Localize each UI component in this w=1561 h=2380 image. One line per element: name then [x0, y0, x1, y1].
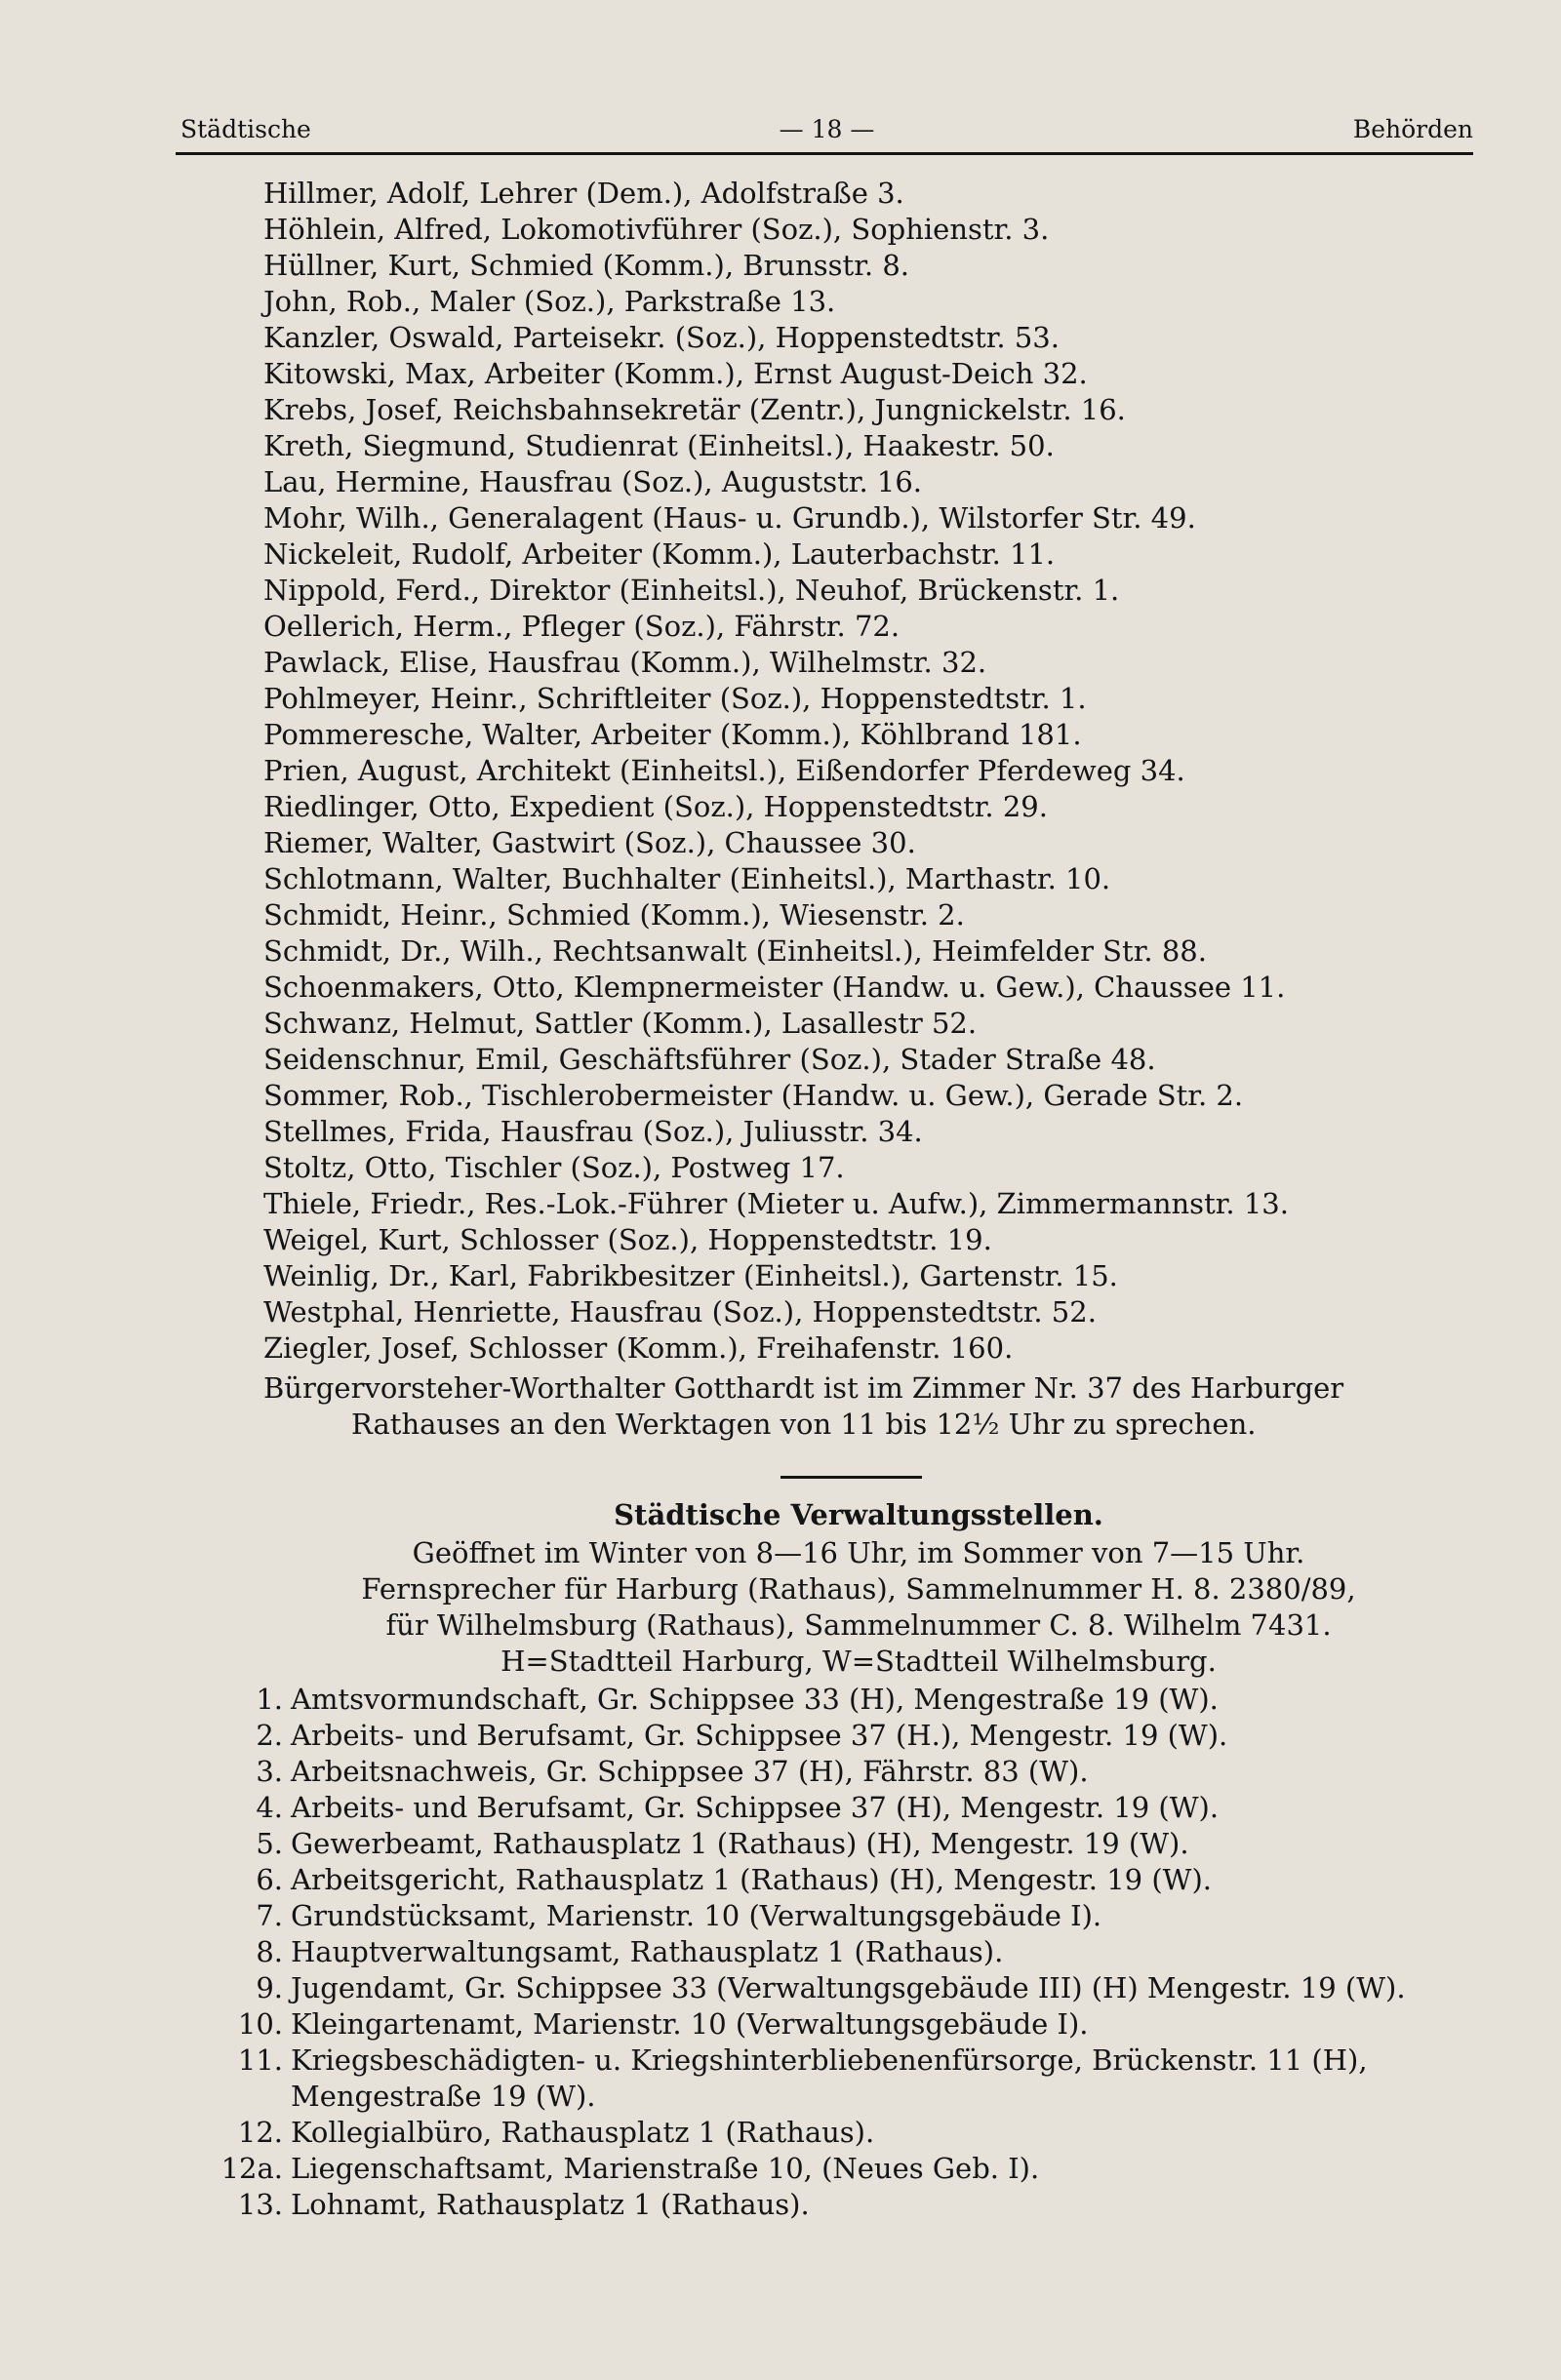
phone-line-1: Fernsprecher für Harburg (Rathaus), Sammelnummer H. 8. 2380/89,	[361, 1572, 1356, 1606]
office-number: 4.	[256, 1791, 283, 1824]
member-entry: Kitowski, Max, Arbeiter (Komm.), Ernst August-Deich 32.	[263, 357, 1088, 390]
office-item	[215, 2151, 1502, 2187]
member-entry: Schwanz, Helmut, Sattler (Komm.), Lasallestr 52.	[263, 1007, 978, 1040]
office-text: Arbeitsgericht, Rathausplatz 1 (Rathaus) (H), Mengestr. 19 (W).	[291, 1863, 1212, 1896]
office-number: 12.	[237, 2116, 283, 2149]
office-list	[215, 1682, 1502, 2223]
office-number: 13.	[237, 2188, 283, 2221]
phone-line-2: für Wilhelmsburg (Rathaus), Sammelnummer C. 8. Wilhelm 7431.	[385, 1608, 1332, 1642]
office-item	[215, 2006, 1502, 2043]
offices-section	[215, 1497, 1502, 2223]
office-number: 5.	[256, 1827, 283, 1860]
member-entry: Stellmes, Frida, Hausfrau (Soz.), Juliusstr. 34.	[263, 1115, 923, 1148]
member-entry: Thiele, Friedr., Res.-Lok.-Führer (Mieter u. Aufw.), Zimmermannstr. 13.	[263, 1187, 1289, 1220]
member-entry: Seidenschnur, Emil, Geschäftsführer (Soz.), Stader Straße 48.	[263, 1043, 1156, 1076]
member-entry: Sommer, Rob., Tischlerobermeister (Handw. u. Gew.), Gerade Str. 2.	[263, 1079, 1244, 1112]
office-number: 7.	[256, 1899, 283, 1932]
office-item	[215, 1754, 1502, 1790]
office-number: 11.	[237, 2043, 283, 2077]
member-entry: Schmidt, Dr., Wilh., Rechtsanwalt (Einheitsl.), Heimfelder Str. 88.	[263, 934, 1207, 968]
member-entry: Kreth, Siegmund, Studienrat (Einheitsl.), Haakestr. 50.	[263, 429, 1055, 462]
member-entry: Stoltz, Otto, Tischler (Soz.), Postweg 17.	[263, 1151, 845, 1184]
member-entry: Riemer, Walter, Gastwirt (Soz.), Chaussee 30.	[263, 826, 916, 859]
member-entry: Weigel, Kurt, Schlosser (Soz.), Hoppenstedtstr. 19.	[263, 1223, 992, 1256]
member-entry: Ziegler, Josef, Schlosser (Komm.), Freihafenstr. 160.	[263, 1331, 1014, 1365]
member-entry: John, Rob., Maler (Soz.), Parkstraße 13.	[263, 285, 836, 318]
office-item	[215, 2043, 1502, 2115]
member-entry: Pawlack, Elise, Hausfrau (Komm.), Wilhelmstr. 32.	[263, 646, 987, 679]
member-entry: Schoenmakers, Otto, Klempnermeister (Handw. u. Gew.), Chaussee 11.	[263, 971, 1286, 1004]
member-list	[263, 176, 1493, 1443]
member-entry: Schmidt, Heinr., Schmied (Komm.), Wiesenstr. 2.	[263, 898, 965, 932]
office-text: Liegenschaftsamt, Marienstraße 10, (Neues Geb. I).	[291, 2152, 1040, 2185]
office-item	[215, 2115, 1502, 2151]
note-line-2: Rathauses an den Werktagen von 11 bis 12½ Uhr zu sprechen.	[351, 1408, 1257, 1441]
header-rule	[176, 152, 1473, 155]
member-entry: Schlotmann, Walter, Buchhalter (Einheitsl.), Marthastr. 10.	[263, 862, 1111, 895]
office-item	[215, 1790, 1502, 1826]
member-entry: Pommeresche, Walter, Arbeiter (Komm.), Köhlbrand 181.	[263, 718, 1082, 751]
office-number: 9.	[256, 1971, 283, 2004]
member-entry: Riedlinger, Otto, Expedient (Soz.), Hoppenstedtstr. 29.	[263, 790, 1048, 823]
office-item	[215, 1970, 1502, 2006]
office-text: Kleingartenamt, Marienstr. 10 (Verwaltungsgebäude I).	[291, 2007, 1089, 2041]
member-entry: Weinlig, Dr., Karl, Fabrikbesitzer (Einheitsl.), Gartenstr. 15.	[263, 1259, 1118, 1292]
member-entry: Nippold, Ferd., Direktor (Einheitsl.), Neuhof, Brückenstr. 1.	[263, 574, 1120, 607]
header-right: Behörden	[1352, 115, 1473, 143]
section-title: Städtische Verwaltungsstellen.	[614, 1498, 1103, 1531]
page-number: — 18 —	[779, 115, 875, 143]
office-number: 6.	[256, 1863, 283, 1896]
section-divider	[780, 1476, 922, 1479]
office-text: Arbeits- und Berufsamt, Gr. Schippsee 37 (H), Mengestr. 19 (W).	[291, 1791, 1220, 1824]
office-text: Kollegialbüro, Rathausplatz 1 (Rathaus).	[291, 2116, 875, 2149]
district-legend: H=Stadtteil Harburg, W=Stadtteil Wilhelmsburg.	[500, 1645, 1217, 1678]
opening-hours: Geöffnet im Winter von 8—16 Uhr, im Sommer von 7—15 Uhr.	[412, 1536, 1305, 1569]
office-item	[215, 1682, 1502, 1718]
member-entry: Hillmer, Adolf, Lehrer (Dem.), Adolfstraße 3.	[263, 177, 904, 210]
office-text: Jugendamt, Gr. Schippsee 33 (Verwaltungsgebäude III) (H) Mengestr. 19 (W).	[291, 1971, 1406, 2004]
page-header	[180, 115, 1473, 154]
office-number: 10.	[237, 2007, 283, 2041]
member-entry: Krebs, Josef, Reichsbahnsekretär (Zentr.), Jungnickelstr. 16.	[263, 393, 1126, 426]
member-entry: Hüllner, Kurt, Schmied (Komm.), Brunsstr. 8.	[263, 249, 909, 282]
office-number: 3.	[256, 1755, 283, 1788]
office-number: 12a.	[220, 2152, 283, 2185]
office-text: Arbeits- und Berufsamt, Gr. Schippsee 37 (H.), Mengestr. 19 (W).	[291, 1719, 1228, 1752]
member-entry: Oellerich, Herm., Pfleger (Soz.), Fährstr. 72.	[263, 610, 901, 643]
office-number: 2.	[256, 1719, 283, 1752]
member-entry: Nickeleit, Rudolf, Arbeiter (Komm.), Lauterbachstr. 11.	[263, 537, 1056, 571]
office-text: Grundstücksamt, Marienstr. 10 (Verwaltungsgebäude I).	[291, 1899, 1102, 1932]
office-text: Arbeitsnachweis, Gr. Schippsee 37 (H), Fährstr. 83 (W).	[291, 1755, 1089, 1788]
office-item	[215, 1898, 1502, 1934]
office-text: Hauptverwaltungsamt, Rathausplatz 1 (Rathaus).	[291, 1935, 1004, 1968]
office-number: 8.	[256, 1935, 283, 1968]
member-entry: Pohlmeyer, Heinr., Schriftleiter (Soz.), Hoppenstedtstr. 1.	[263, 682, 1087, 715]
office-item	[215, 2187, 1502, 2223]
header-left: Städtische	[180, 115, 311, 143]
member-entry: Höhlein, Alfred, Lokomotivführer (Soz.), Sophienstr. 3.	[263, 213, 1050, 246]
office-number: 1.	[256, 1683, 283, 1716]
office-hours-note	[263, 1370, 1493, 1443]
office-item	[215, 1826, 1502, 1862]
office-item	[215, 1862, 1502, 1898]
note-line-1: Bürgervorsteher-Worthalter Gotthardt ist im Zimmer Nr. 37 des Harburger	[263, 1371, 1344, 1405]
member-entry: Lau, Hermine, Hausfrau (Soz.), Auguststr. 16.	[263, 465, 923, 498]
member-entry: Kanzler, Oswald, Parteisekr. (Soz.), Hoppenstedtstr. 53.	[263, 321, 1060, 354]
office-item	[215, 1718, 1502, 1754]
office-text: Kriegsbeschädigten- u. Kriegshinterbliebenenfürsorge, Brückenstr. 11 (H), Mengestraße 19 (W).	[291, 2043, 1368, 2113]
office-item	[215, 1934, 1502, 1970]
member-entry: Mohr, Wilh., Generalagent (Haus- u. Grundb.), Wilstorfer Str. 49.	[263, 501, 1196, 535]
member-entry: Westphal, Henriette, Hausfrau (Soz.), Hoppenstedtstr. 52.	[263, 1295, 1097, 1329]
office-text: Gewerbeamt, Rathausplatz 1 (Rathaus) (H), Mengestr. 19 (W).	[291, 1827, 1189, 1860]
office-text: Amtsvormundschaft, Gr. Schippsee 33 (H), Mengestraße 19 (W).	[291, 1683, 1219, 1716]
member-entry: Prien, August, Architekt (Einheitsl.), Eißendorfer Pferdeweg 34.	[263, 754, 1185, 787]
office-text: Lohnamt, Rathausplatz 1 (Rathaus).	[291, 2188, 810, 2221]
